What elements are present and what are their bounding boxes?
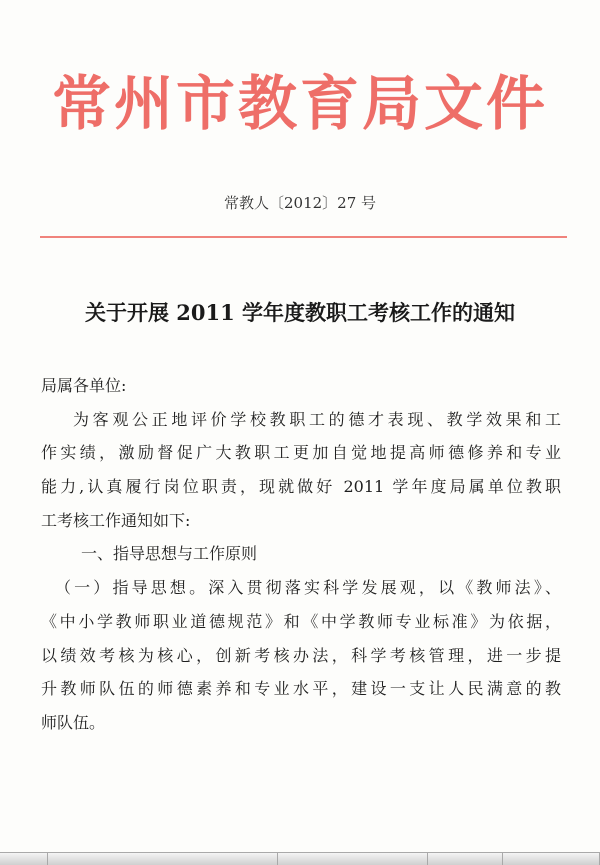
document-title: 关于开展 2011 学年度教职工考核工作的通知 [84,300,516,325]
salutation: 局属各单位: [41,376,127,395]
paragraph-line: 《中小学教师职业道德规范》和《中学教师专业标准》为依据， [41,611,561,631]
section-heading: 一、指导思想与工作原则 [81,544,258,564]
paragraph-line: 工考核工作通知如下: [41,510,191,530]
status-bar-cell[interactable] [278,853,428,865]
masthead-title: 常州市教育局文件 [51,69,548,138]
status-bar-cell[interactable] [48,853,278,865]
status-bar-cell[interactable] [428,853,503,865]
paragraph-line: 升教师队伍的师德素养和专业水平，建设一支让人民满意的教 [41,679,561,699]
status-bar-cell[interactable] [0,853,48,865]
paragraph-line: 为客观公正地评价学校教职工的德才表现、教学效果和工 [73,409,561,429]
paragraph-line: 以绩效考核为核心，创新考核办法，科学考核管理，进一步提 [41,645,561,665]
red-divider [40,236,567,238]
paragraph-line: 师队伍。 [41,712,106,732]
status-bar-cell[interactable] [503,853,600,865]
document-number: 常教人〔2012〕27 号 [223,194,377,212]
document-body [41,369,561,740]
paragraph-line: 能力,认真履行岗位职责，现就做好 2011 学年度局属单位教职 [41,477,561,497]
viewer-status-bar [0,852,600,865]
paragraph-line: 作实绩，激励督促广大教职工更加自觉地提高师德修养和专业 [41,443,561,463]
paragraph-line: （一）指导思想。深入贯彻落实科学发展观，以《教师法》、 [55,578,561,598]
